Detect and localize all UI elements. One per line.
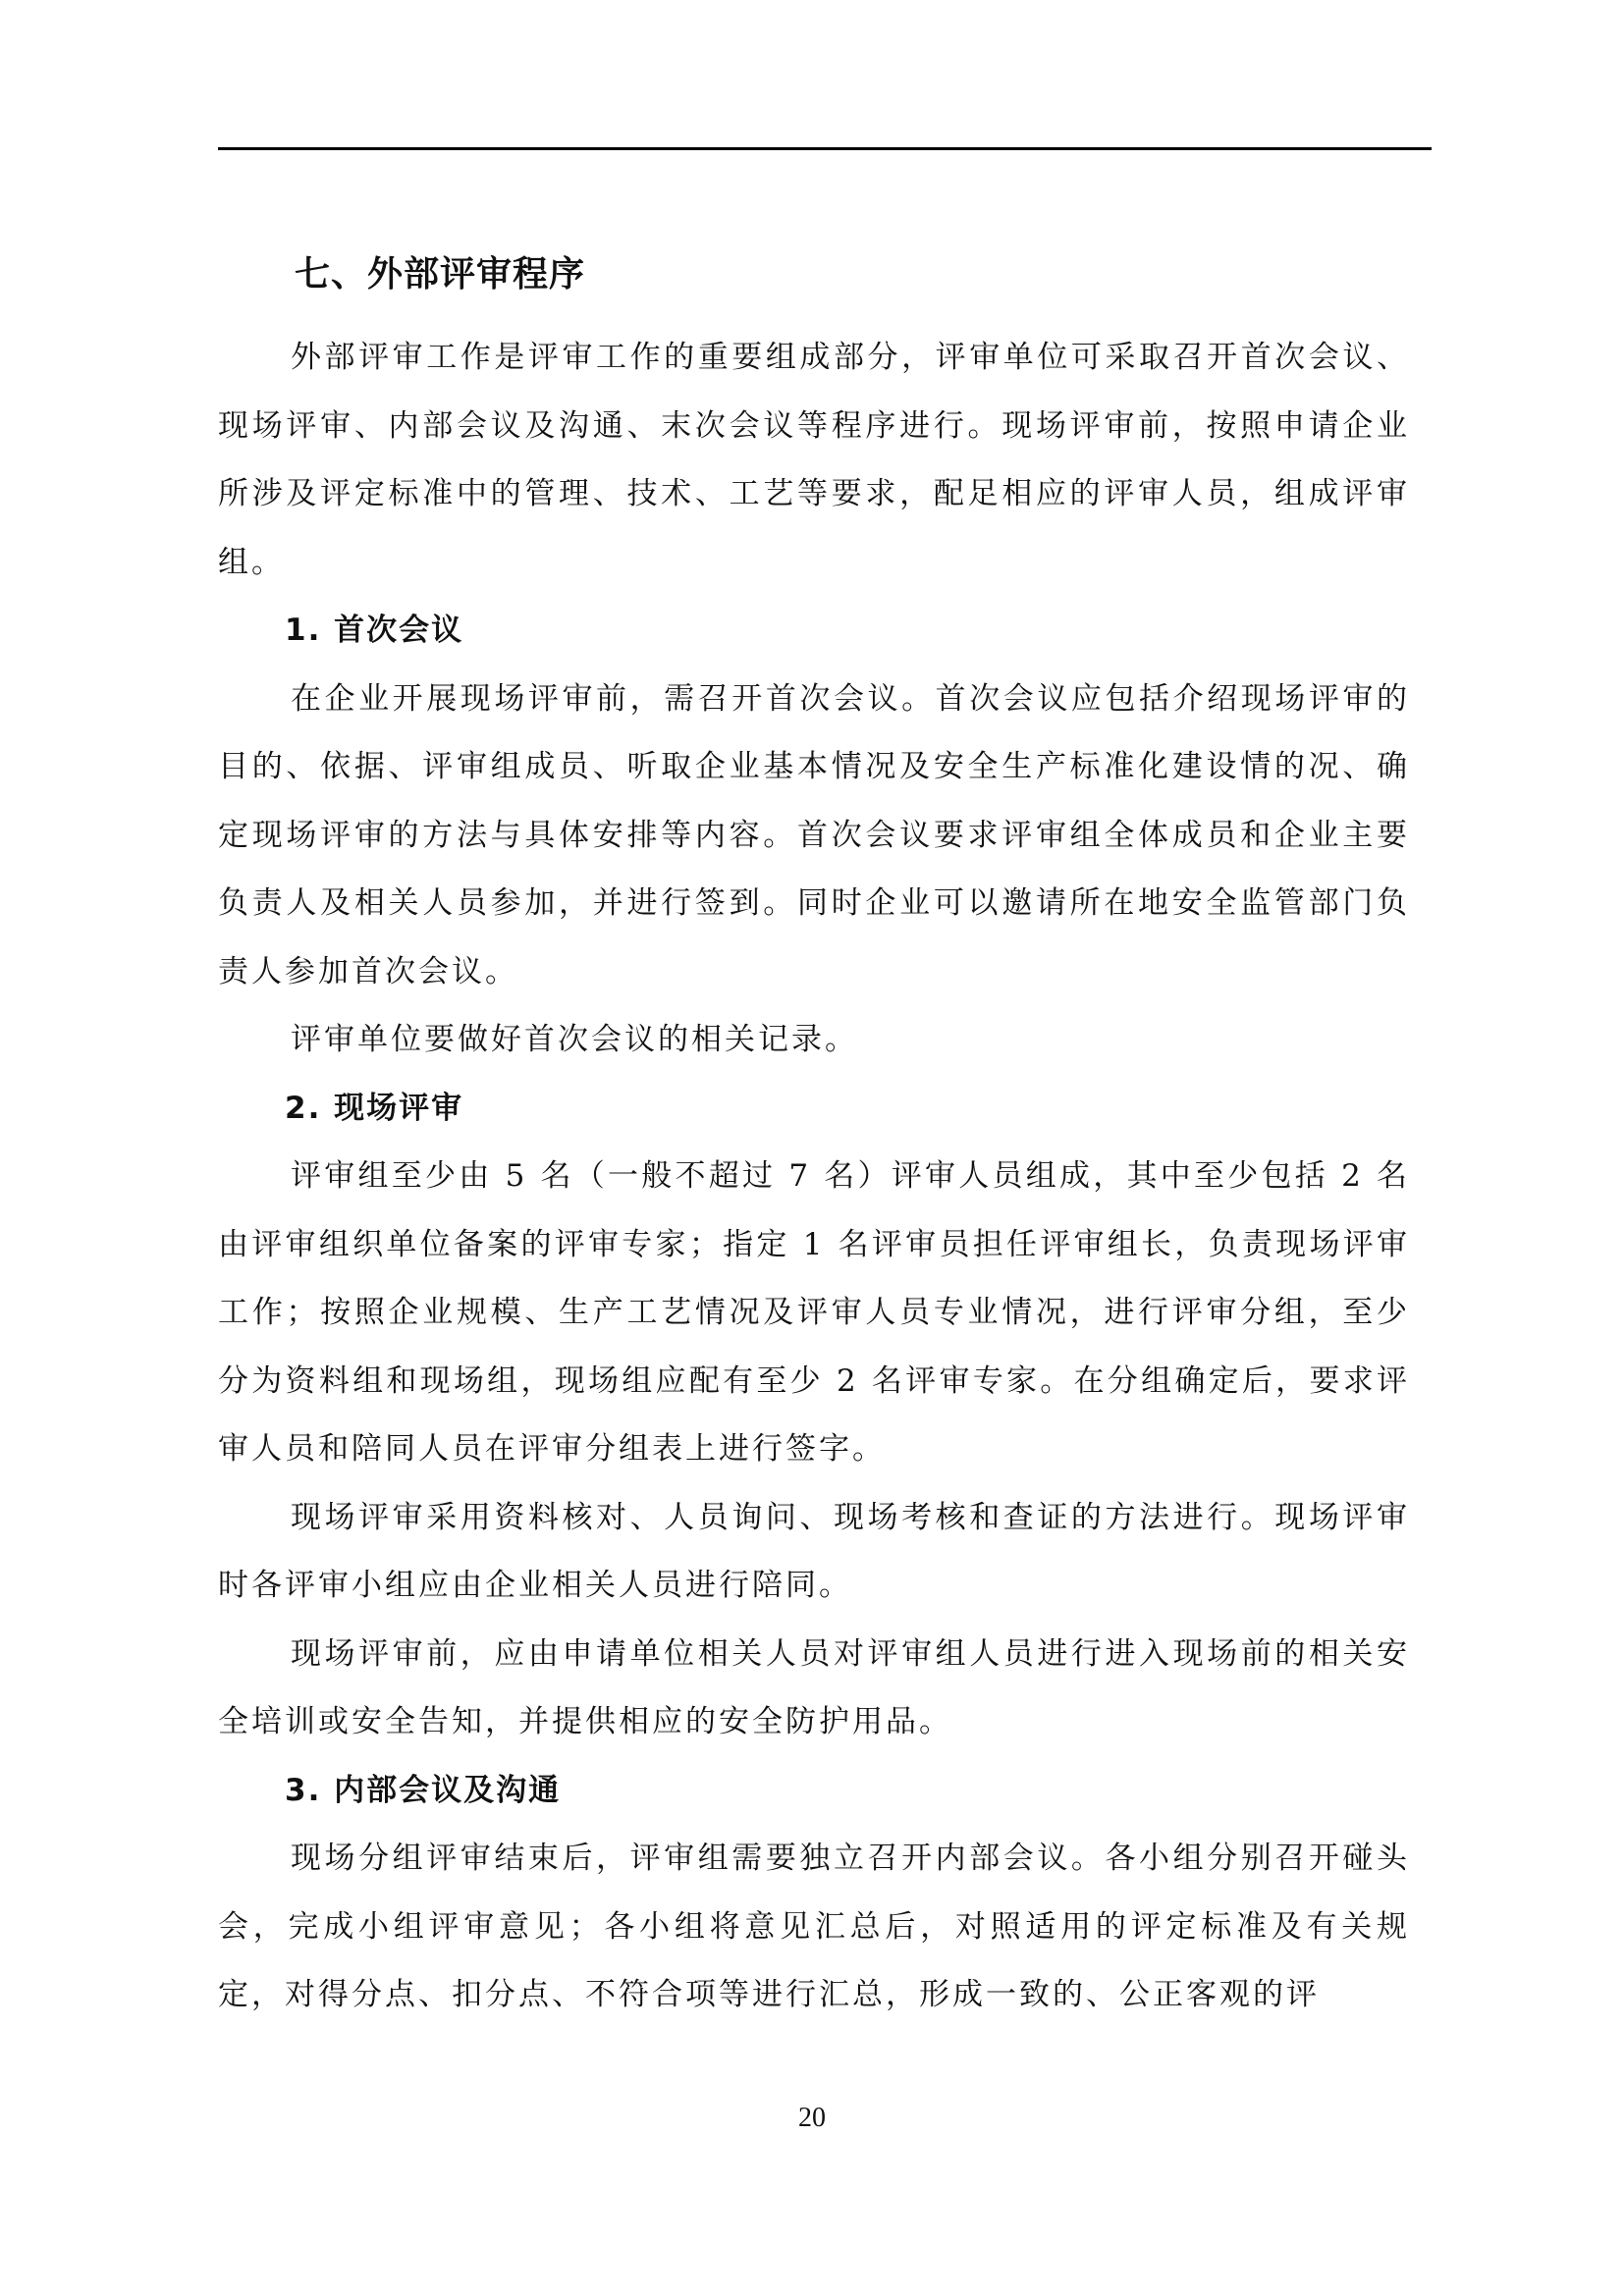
paragraph: 评审组至少由 5 名（一般不超过 7 名）评审人员组成，其中至少包括 2 名由评审组织单位备案的评审专家；指定 1 名评审员担任评审组长，负责现场评审工作；按照企业规模、生产工艺情况及评审人员专业情况，进行评审分组，至少分为资料组和现场组，现场组应配有至少 2 名评审专家。在分组确定后，要求评审人员和陪同人员在评审分组表上进行签字。 — [218, 1158, 1410, 1467]
paragraph: 现场评审前，应由申请单位相关人员对评审组人员进行进入现场前的相关安全培训或安全告知，并提供相应的安全防护用品。 — [218, 1635, 1410, 1739]
subsection-heading-internal-meeting: 3. 内部会议及沟通 — [285, 1772, 562, 1808]
paragraph: 评审单位要做好首次会议的相关记录。 — [291, 1022, 858, 1057]
document-body — [218, 245, 1410, 2030]
header-rule — [218, 147, 1432, 150]
subsection-heading-first-meeting: 1. 首次会议 — [285, 613, 464, 648]
paragraph: 现场评审采用资料核对、人员询问、现场考核和查证的方法进行。现场评审时各评审小组应由企业相关人员进行陪同。 — [218, 1499, 1410, 1603]
paragraph: 现场分组评审结束后，评审组需要独立召开内部会议。各小组分别召开碰头会，完成小组评审意见；各小组将意见汇总后，对照适用的评定标准及有关规定，对得分点、扣分点、不符合项等进行汇总，形成一致的、公正客观的评 — [218, 1841, 1410, 2012]
section-title: 七、外部评审程序 — [295, 254, 586, 294]
page-number: 20 — [798, 2103, 826, 2133]
subsection-heading-onsite-review: 2. 现场评审 — [285, 1090, 464, 1126]
section-intro: 外部评审工作是评审工作的重要组成部分，评审单位可采取召开首次会议、现场评审、内部会议及沟通、末次会议等程序进行。现场评审前，按照申请企业所涉及评定标准中的管理、技术、工艺等要求，配足相应的评审人员，组成评审组。 — [218, 340, 1410, 580]
paragraph: 在企业开展现场评审前，需召开首次会议。首次会议应包括介绍现场评审的目的、依据、评审组成员、听取企业基本情况及安全生产标准化建设情的况、确定现场评审的方法与具体安排等内容。首次会议要求评审组全体成员和企业主要负责人及相关人员参加，并进行签到。同时企业可以邀请所在地安全监管部门负责人参加首次会议。 — [218, 680, 1410, 989]
